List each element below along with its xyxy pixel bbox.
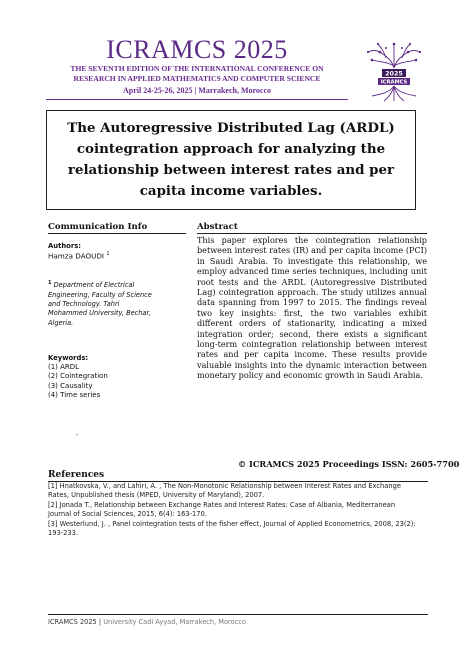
author-name <box>48 251 110 260</box>
author-name-text: Hamza DAOUDI <box>48 251 105 261</box>
svg-text:ICRAMCS: ICRAMCS <box>380 79 408 86</box>
title-line-4: capita income variables. <box>139 183 323 199</box>
title-line-3: relationship between interest rates and per <box>67 162 395 178</box>
references-list <box>48 482 428 538</box>
keywords-list <box>48 363 108 401</box>
author-affiliation-mark: 1 <box>106 251 110 257</box>
conference-dates: April 24-25-26, 2025 | Marrakech, Morocco <box>122 86 272 95</box>
affiliation-mark: 1 <box>48 280 52 286</box>
reference-line: Rates, Unpublished thesis (MPED, University of Maryland), 2007. <box>48 491 265 500</box>
title-line-1: The Autoregressive Distributed Lag (ARDL) <box>67 120 395 136</box>
conference-subtitle <box>44 64 350 84</box>
svg-text:2025: 2025 <box>385 69 403 78</box>
conference-logo <box>358 38 430 102</box>
keywords-label: Keywords: <box>48 354 89 362</box>
affiliation-line-3: and Technology. Tahri <box>48 300 120 308</box>
keyword-item: (1) ARDL <box>48 363 80 371</box>
conference-title: ICRAMCS 2025 <box>106 35 288 64</box>
title-line-2: cointegration approach for analyzing the <box>76 141 386 157</box>
footer-conference: ICRAMCS 2025 <box>48 618 97 626</box>
affiliation-line-4: Mohammed University, Bechar, <box>48 309 151 318</box>
keyword-item: (2) Cointegration <box>48 372 108 381</box>
page-footer <box>48 618 246 626</box>
header-divider <box>46 99 348 100</box>
reference-line: [3] Westerlund, J. , Panel cointegration tests of the fisher effect, Journal of Applied Econometrics, 2008, 23(2): <box>48 519 416 528</box>
abstract-heading: Abstract <box>197 222 238 232</box>
reference-line: [1] Hnatkovska, V., and Lahiri, A. , The Non-Monotonic Relationship between Interest Rates and Exchange <box>48 482 401 490</box>
keyword-item: (4) Time series <box>48 391 101 400</box>
author-affiliation <box>48 279 188 328</box>
footer-university: University Cadi Ayyad, Marrakech, Morocco <box>103 618 246 626</box>
abstract-divider <box>197 233 427 234</box>
footer-separator: | <box>98 618 102 626</box>
tree-logo-icon <box>358 38 430 102</box>
footer-divider <box>48 614 428 615</box>
subtitle-line-1: THE SEVENTH EDITION OF THE INTERNATIONAL CONFERENCE ON <box>70 64 324 73</box>
affiliation-line-2: Engineering, Faculty of Science <box>48 290 152 299</box>
reference-line: 193-233. <box>48 529 79 538</box>
abstract-text: This paper explores the cointegration relationship between interest rates (IR) and per capita income (PCI) in Saudi Arabia. To investigate this relationship, we employ advanced time series techniques, including unit root tests and the ARDL (Autoregressive Distributed Lag) cointegration approach. The study utilizes annual data spanning from 1997 to 2015. The findings reveal two key insights: first, the two variables exhibit different orders of stationarity, indicating a mixed integration order; second, there exists a significant long-term cointegration relationship between interest rates and per capita income. These results provide valuable insights into the dynamic interaction between monetary policy and economic growth in Saudi Arabia. <box>197 235 427 381</box>
stray-mark: , <box>76 430 78 437</box>
paper-title-box <box>46 110 416 210</box>
reference-line: [2] Jonada T., Relationship between Exchange Rates and Interest Rates: Case of Albania, Mediterranean <box>48 500 396 509</box>
reference-line: Journal of Social Sciences, 2015, 6(4): 163-170. <box>48 510 207 519</box>
issn-line: © ICRAMCS 2025 Proceedings ISSN: 2605-7700 <box>238 459 460 469</box>
subtitle-line-2: RESEARCH IN APPLIED MATHEMATICS AND COMPUTER SCIENCE <box>73 74 321 83</box>
keyword-item: (3) Causality <box>48 381 93 390</box>
left-column-divider <box>48 233 186 234</box>
paper-title <box>61 118 401 202</box>
references-heading: References <box>48 470 105 480</box>
affiliation-line-5: Algeria. <box>48 318 74 327</box>
communication-info-heading: Communication Info <box>48 222 148 232</box>
affiliation-line-1: Department of Electrical <box>53 281 135 290</box>
authors-label: Authors: <box>48 242 81 250</box>
